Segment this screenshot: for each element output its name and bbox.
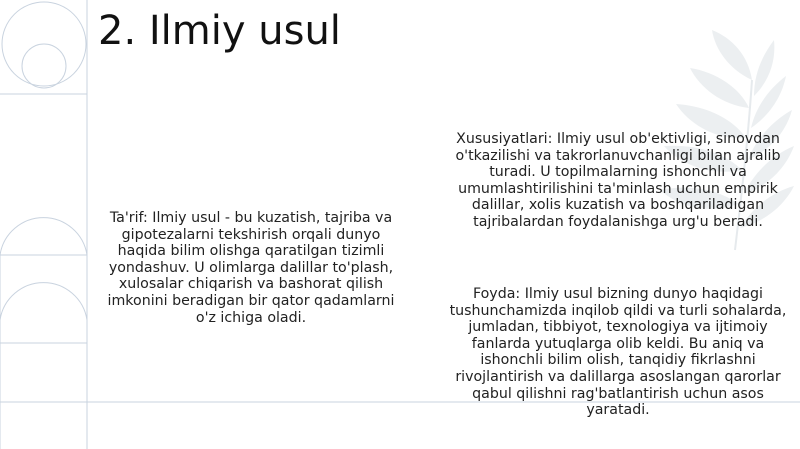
slide-title: 2. Ilmiy usul [98,8,341,54]
outline-arch [0,283,87,449]
definition-text: Ta'rif: Ilmiy usul - bu kuzatish, tajriba va gipotezalarni tekshirish orqali dunyo haqida bilim olishga qaratilgan tizimli yondashuv. U olimlarga dalillar to'plash, xulosalar chiqarish va bashorat qilish imkonini beradigan bir qator qadamlarni o'z ichiga oladi. [107,210,395,326]
benefit-text: Foyda: Ilmiy usul bizning dunyo haqidagi tushunchamizda inqilob qildi va turli sohalarda, jumladan, tibbiyot, texnologiya va ijtimoiy fanlarda yutuqlarga olib keldi. Bu aniq va ishonchli bilim olish, tanqidiy fikrlashni rivojlantirish va dalillarga asoslangan qarorlar qabul qilishni rag'batlantirish uchun asos yaratadi. [449,286,787,419]
features-text: Xususiyatlari: Ilmiy usul ob'ektivligi, sinovdan o'tkazilishi va takrorlanuvchanligi bilan ajralib turadi. U topilmalarning ishonchli va umumlashtirilishini ta'minlash uchun empirik dalillar, xolis kuzatish va boshqariladigan tajribalardan foydalanishga urg'u beradi. [455,131,781,230]
outline-arch [0,218,87,449]
outline-circle [22,44,66,88]
